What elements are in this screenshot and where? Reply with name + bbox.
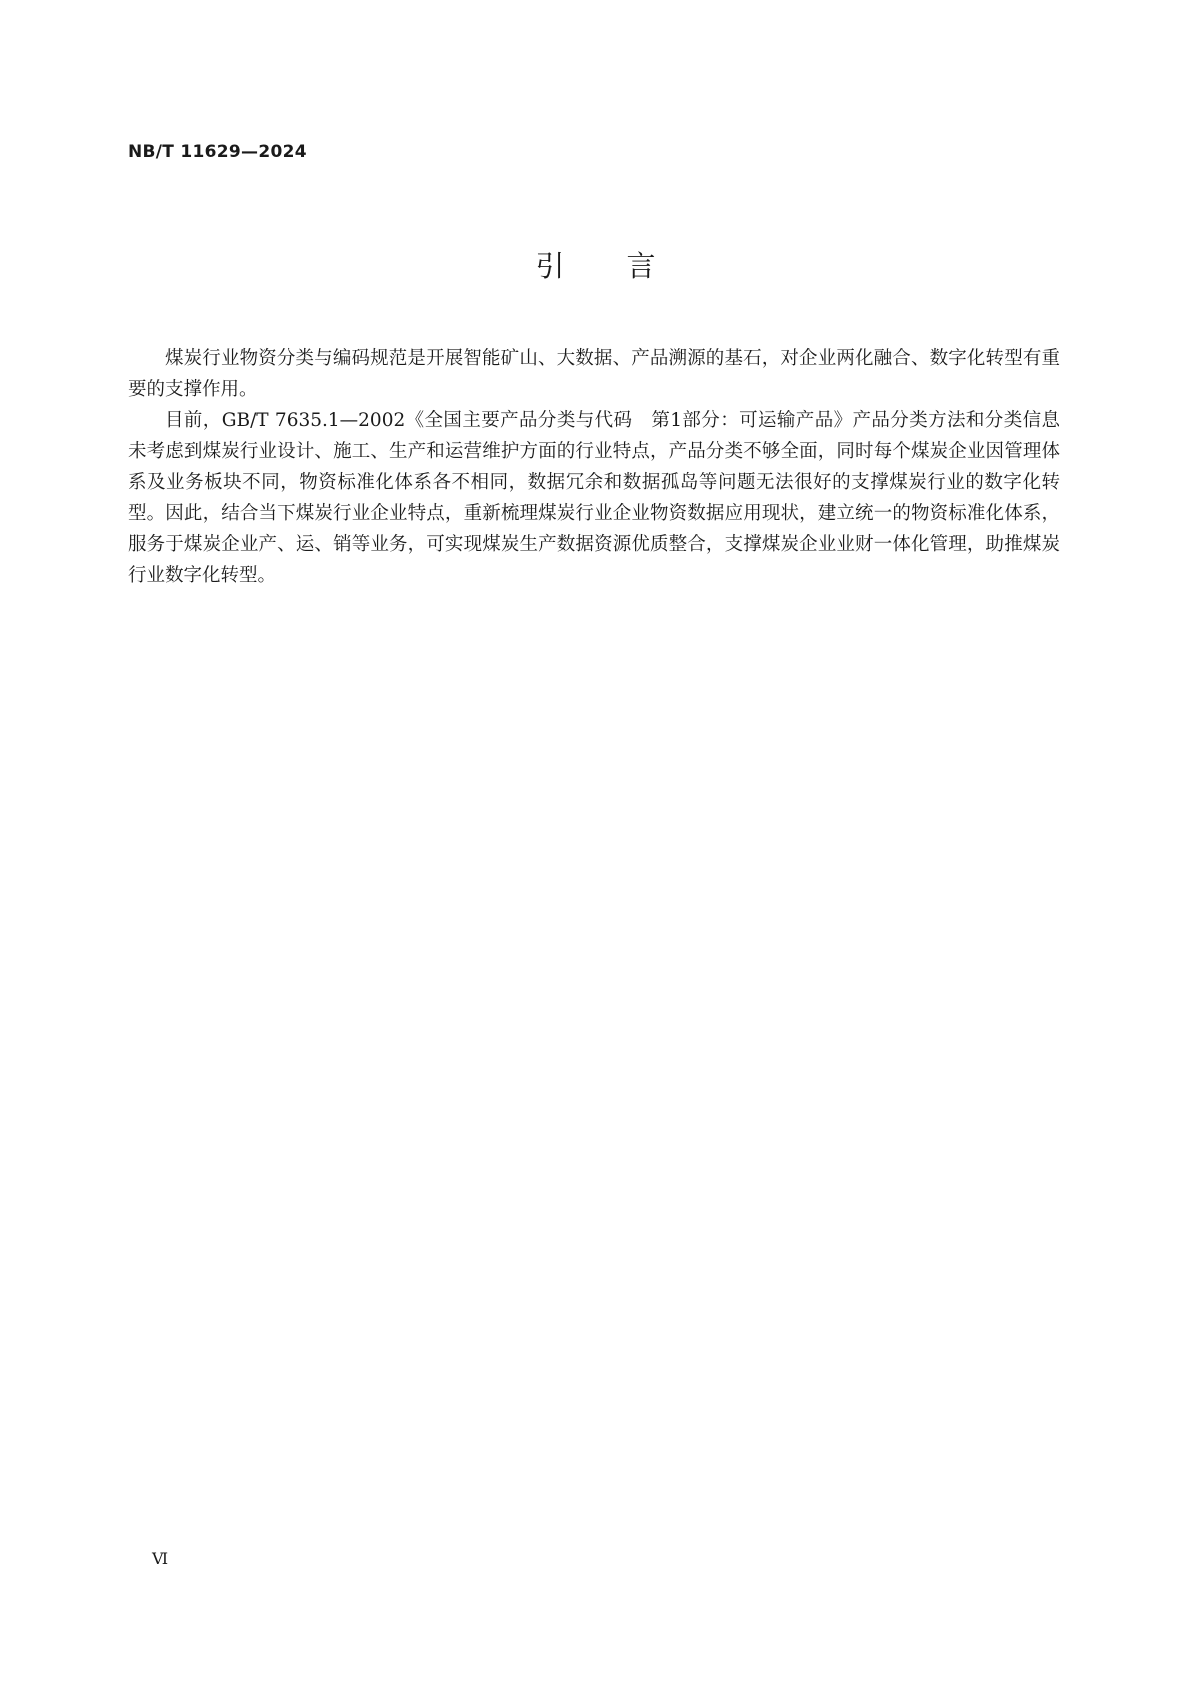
- document-code: NB/T 11629—2024: [128, 142, 307, 162]
- paragraph-2: 目前，GB/T 7635.1—2002《全国主要产品分类与代码 第1部分：可运输产品》产品分类方法和分类信息未考虑到煤炭行业设计、施工、生产和运营维护方面的行业特点，产品分类不够全面，同时每个煤炭企业因管理体系及业务板块不同，物资标准化体系各不相同，数据冗余和数据孤岛等问题无法很好的支撑煤炭行业的数字化转型。因此，结合当下煤炭行业企业特点，重新梳理煤炭行业企业物资数据应用现状，建立统一的物资标准化体系，服务于煤炭企业产、运、销等业务，可实现煤炭生产数据资源优质整合，支撑煤炭企业业财一体化管理，助推煤炭行业数字化转型。: [128, 410, 1060, 586]
- page-number: Ⅵ: [152, 1549, 169, 1568]
- paragraph-1: 煤炭行业物资分类与编码规范是开展智能矿山、大数据、产品溯源的基石，对企业两化融合、数字化转型有重要的支撑作用。: [128, 348, 1060, 400]
- page-title: 引言: [535, 249, 718, 283]
- body-text: [128, 343, 1060, 591]
